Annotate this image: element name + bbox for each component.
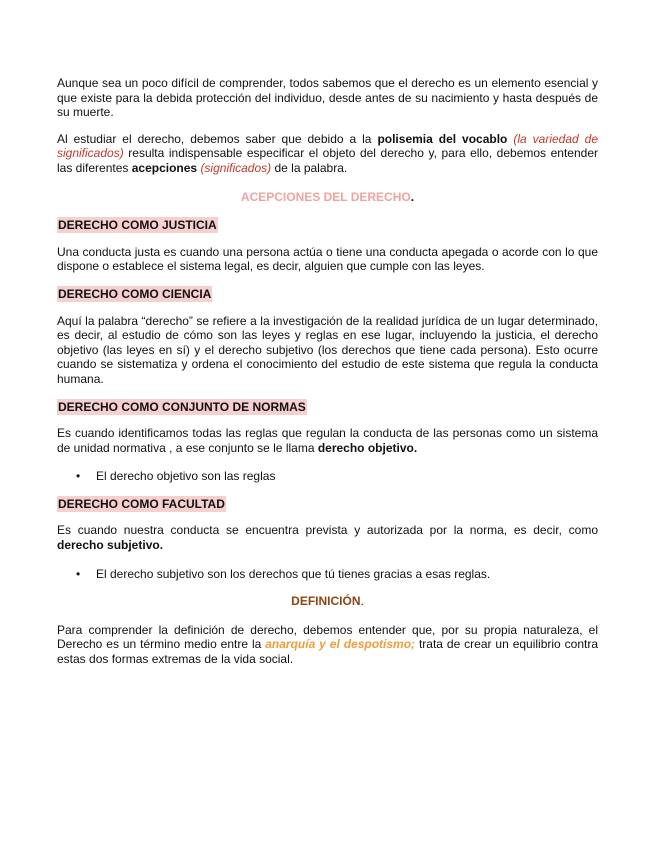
acepciones-title — [57, 190, 598, 205]
variedad-note: (la variedad de significados) — [57, 131, 598, 161]
document-content — [57, 76, 598, 667]
definicion-title — [57, 594, 598, 609]
anarquia-term: anarquía y el despotismo; — [265, 637, 416, 652]
facultad-text: Es cuando nuestra conducta se encuentra prevista y autorizada por la norma, es decir, como — [57, 523, 598, 538]
justicia-heading: DERECHO COMO JUSTICIA — [58, 218, 217, 233]
acepciones-term: acepciones — [131, 160, 198, 175]
facultad-heading-line — [57, 497, 598, 512]
definicion-text-1: Para comprender la definición de derecho, debemos entender que, por su propia naturaleza, el Derecho es un término medio entre la — [57, 622, 598, 652]
acepciones-title-text: ACEPCIONES DEL DERECHO — [240, 189, 411, 204]
bullet-mark: • — [76, 566, 81, 581]
ciencia-heading: DERECHO COMO CIENCIA — [58, 286, 212, 301]
ciencia-paragraph: Aquí la palabra “derecho” se refiere a la investigación de la realidad jurídica de un lugar determinado, es decir, al estudio de cómo son las leyes y reglas en ese lugar, incluyendo la justicia, el derecho objetivo (las leyes en sí) y el derecho subjetivo (los derechos que tiene cada persona). Esto ocurre cuando se sistematiza y ordena el conocimiento del estudio de este sistema que regula la conducta humana. — [57, 313, 598, 386]
significados-note: (significados) — [200, 160, 272, 175]
normas-heading: DERECHO COMO CONJUNTO DE NORMAS — [58, 399, 306, 414]
definicion-text-2: trata de crear un equilibrio contra estas dos formas extremas de la vida social. — [57, 637, 599, 667]
facultad-bullet-item — [57, 567, 598, 582]
intro-paragraph: Aunque sea un poco difícil de comprender, todos sabemos que el derecho es un elemento esencial y que existe para la debida protección del individuo, desde antes de su nacimiento y hasta después de su muerte. — [57, 76, 598, 120]
definicion-title-text: DEFINICIÓN — [291, 594, 361, 609]
facultad-paragraph — [57, 523, 598, 552]
justicia-heading-line — [57, 218, 598, 233]
polisemia-term: polisemia del vocablo — [377, 131, 508, 146]
study-text-1: Al estudiar el derecho, debemos saber que debido a la — [57, 131, 378, 146]
ciencia-heading-line — [57, 287, 598, 302]
bullet-mark: • — [76, 469, 81, 484]
normas-heading-line — [57, 400, 598, 415]
definicion-paragraph — [57, 623, 598, 667]
study-text-2: resulta indispensable especificar el objeto del derecho y, para ello, debemos entender las diferentes — [57, 146, 598, 175]
acepciones-title-dot: . — [410, 189, 415, 204]
justicia-paragraph: Una conducta justa es cuando una persona actúa o tiene una conducta apegada o acorde con lo que dispone o establece el sistema legal, es decir, alguien que cumple con las leyes. — [57, 244, 598, 274]
definicion-title-dot: . — [360, 594, 364, 609]
derecho-objetivo-term: derecho objetivo. — [317, 440, 418, 455]
study-text-3: de la palabra. — [271, 160, 348, 175]
study-paragraph — [57, 132, 598, 176]
facultad-heading: DERECHO COMO FACULTAD — [58, 496, 225, 511]
normas-text: Es cuando identificamos todas las reglas que regulan la conducta de las personas como un sistema de unidad normativa , a ese conjunto se le llama — [57, 426, 598, 455]
normas-paragraph — [57, 426, 598, 455]
derecho-subjetivo-term: derecho subjetivo. — [57, 538, 164, 553]
normas-bullet-item — [57, 469, 598, 484]
facultad-bullet-text: El derecho subjetivo son los derechos que tú tienes gracias a esas reglas. — [96, 566, 491, 581]
normas-bullet-text: El derecho objetivo son las reglas — [96, 469, 276, 484]
